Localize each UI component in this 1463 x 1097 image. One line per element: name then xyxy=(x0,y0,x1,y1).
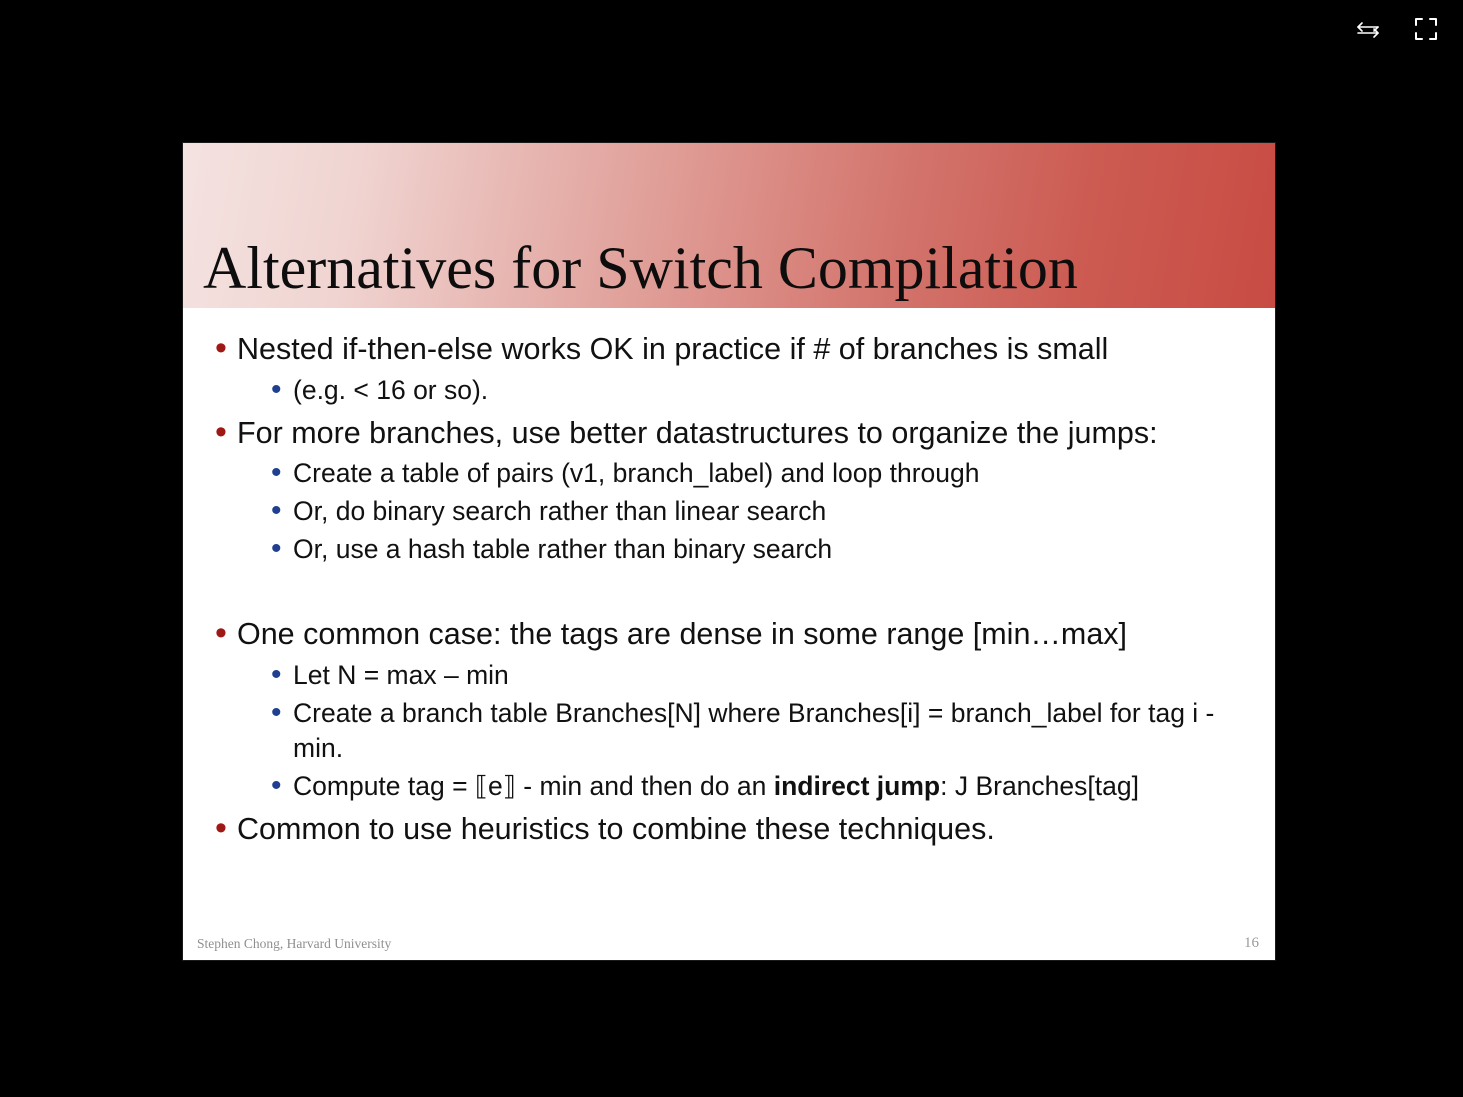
bullet-level1 xyxy=(211,414,1247,568)
sub-bullet-list xyxy=(237,456,1247,567)
bullet-level1-text: One common case: the tags are dense in some range [min…max] xyxy=(237,617,1128,652)
bullet-level2-text: Create a branch table Branches[N] where Branches[i] = branch_label for tag i - min. xyxy=(293,698,1215,764)
bullet-level2-suffix: : J Branches[tag] xyxy=(940,770,1139,801)
slide-title-band xyxy=(183,143,1275,308)
bullet-level1 xyxy=(211,615,1247,804)
bullet-level2 xyxy=(237,532,1247,567)
bullet-level2-text: Let N = max – min xyxy=(293,660,509,691)
bullet-level2 xyxy=(237,658,1247,693)
bullet-level1-text: For more branches, use better datastructures to organize the jumps: xyxy=(237,415,1158,450)
slide-body xyxy=(183,308,1275,960)
bullet-level2-text: (e.g. < 16 or so). xyxy=(293,374,489,405)
slide-title: Alternatives for Switch Compilation xyxy=(203,235,1078,301)
slide-footer-attribution: Stephen Chong, Harvard University xyxy=(197,936,392,951)
slide-page-number: 16 xyxy=(1244,935,1259,951)
bullet-level1 xyxy=(211,810,1247,849)
bullet-level2 xyxy=(237,456,1247,491)
bullet-level1-text: Nested if-then-else works OK in practice if # of branches is small xyxy=(237,332,1109,366)
bullet-level2 xyxy=(237,696,1247,766)
viewer-controls xyxy=(1351,12,1443,46)
sub-bullet-list xyxy=(237,373,1247,408)
bullet-level2 xyxy=(237,494,1247,529)
sub-bullet-list xyxy=(237,658,1247,804)
bullet-level1-text: Common to use heuristics to combine these techniques. xyxy=(237,811,995,846)
bullet-level2-prefix: Compute tag = ⟦e⟧ - min and then do an xyxy=(293,770,774,801)
bullet-spacer xyxy=(211,573,1247,615)
bullet-level2-text: Create a table of pairs (v1, branch_label) and loop through xyxy=(293,458,980,489)
bullet-level2-text: Or, do binary search rather than linear search xyxy=(293,496,827,527)
slide[interactable] xyxy=(183,143,1275,960)
bullet-level2-indirect-jump xyxy=(237,769,1247,804)
fit-width-icon[interactable] xyxy=(1351,12,1385,46)
bullet-level1 xyxy=(211,330,1247,408)
bullet-level2-text: Or, use a hash table rather than binary search xyxy=(293,534,833,565)
bullet-level2-emphasis: indirect jump xyxy=(773,770,941,801)
bullet-list xyxy=(211,330,1247,849)
fullscreen-icon[interactable] xyxy=(1409,12,1443,46)
bullet-level2 xyxy=(237,373,1247,408)
